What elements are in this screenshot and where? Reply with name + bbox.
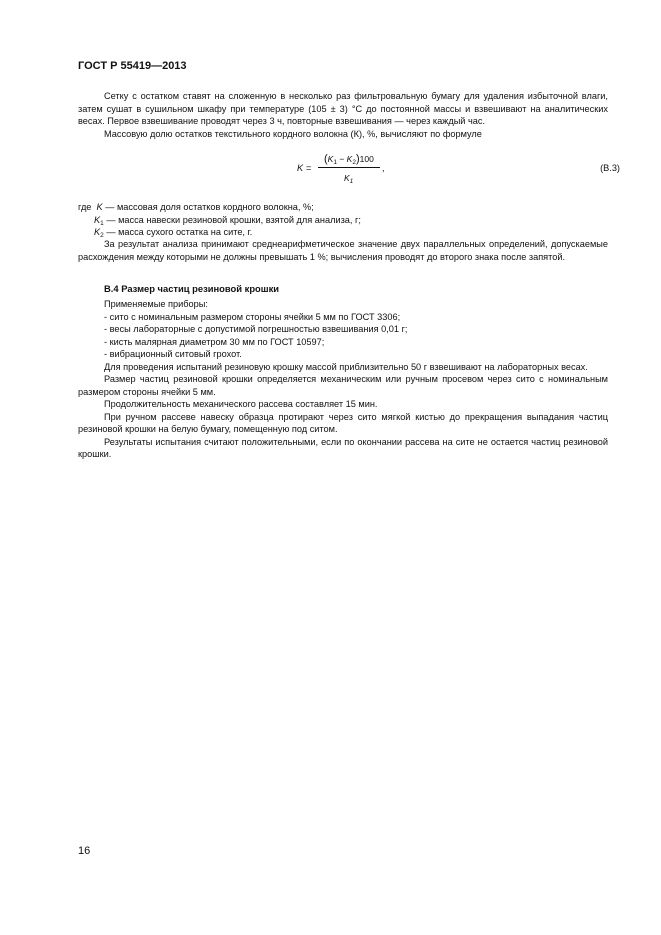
formula-lhs: K xyxy=(297,163,304,173)
paragraph-manual: При ручном рассеве навеску образца протирают через сито мягкой кистью до прекращения выпадания частиц резиновой крошки на белую бумагу, помещенную под ситом. xyxy=(78,411,608,434)
page-number: 16 xyxy=(78,845,91,857)
paragraph-result: За результат анализа принимают среднеарифметическое значение двух параллельных определений, допускаемые расхождения между которыми не должны превышать 1 %; вычисления проводят до второго знака после запятой. xyxy=(78,239,608,262)
formula-comma: , xyxy=(382,163,385,173)
paragraph-sieving: Размер частиц резиновой крошки определяется механическим или ручным просевом через сито с номинальным размером стороны ячейки 5 мм. xyxy=(78,374,608,397)
legend-k1: $K_1$ — масса навески резиновой крошки, взятой для анализа, г; xyxy=(94,214,361,227)
formula-reference: (В.3) xyxy=(600,163,620,173)
paragraph-sample: Для проведения испытаний резиновую крошку массой приблизительно 50 г взвешивают на лабораторных весах. xyxy=(104,361,588,372)
legend-block xyxy=(78,201,608,239)
formula-equals: = xyxy=(306,163,312,173)
text-block-2 xyxy=(78,238,608,263)
list-item: - весы лабораторные с допустимой погрешностью взвешивания 0,01 г; xyxy=(104,324,408,334)
text-block-3 xyxy=(78,298,608,461)
list-item: - сито с номинальным размером стороны ячейки 5 мм по ГОСТ 3306; xyxy=(104,311,401,322)
paragraph-duration: Продолжительность механического рассева составляет 15 мин. xyxy=(104,399,378,409)
document-header: ГОСТ Р 55419—2013 xyxy=(78,60,187,72)
paragraph-drying: Сетку с остатком ставят на сложенную в несколько раз фильтровальную бумагу для удаления избыточной влаги, затем сушат в сушильном шкафу при температуре (105 ± 3) °С до постоянной массы и взвешивают на аналитических весах. Первое взвешивание проводят через 3 ч, повторные взвешивания — через каждый час. xyxy=(78,91,608,126)
legend-k: где K — массовая доля остатков кордного волокна, %; xyxy=(78,202,314,212)
formula-b3 xyxy=(78,147,620,193)
section-heading: В.4 Размер частиц резиновой крошки xyxy=(104,283,280,294)
legend-k2: $K_2$ — масса сухого остатка на сите, г. xyxy=(94,227,253,239)
paragraph-results: Результаты испытания считают положительными, если по окончании рассева на сите не остается частиц резиновой крошки. xyxy=(78,436,608,459)
paragraph-formula-intro: Массовую долю остатков текстильного кордного волокна (К), %, вычисляют по формуле xyxy=(104,128,482,139)
text-block-1 xyxy=(78,90,608,140)
formula-denominator: $K_1$ xyxy=(344,173,354,185)
list-item: - вибрационный ситовый грохот. xyxy=(104,349,242,359)
list-item: - кисть малярная диаметром 30 мм по ГОСТ 10597; xyxy=(104,336,325,347)
instruments-intro: Применяемые приборы: xyxy=(104,299,208,309)
formula-numerator: $(K_1 - K_2)100$ xyxy=(324,153,374,166)
fraction-bar xyxy=(318,167,380,168)
